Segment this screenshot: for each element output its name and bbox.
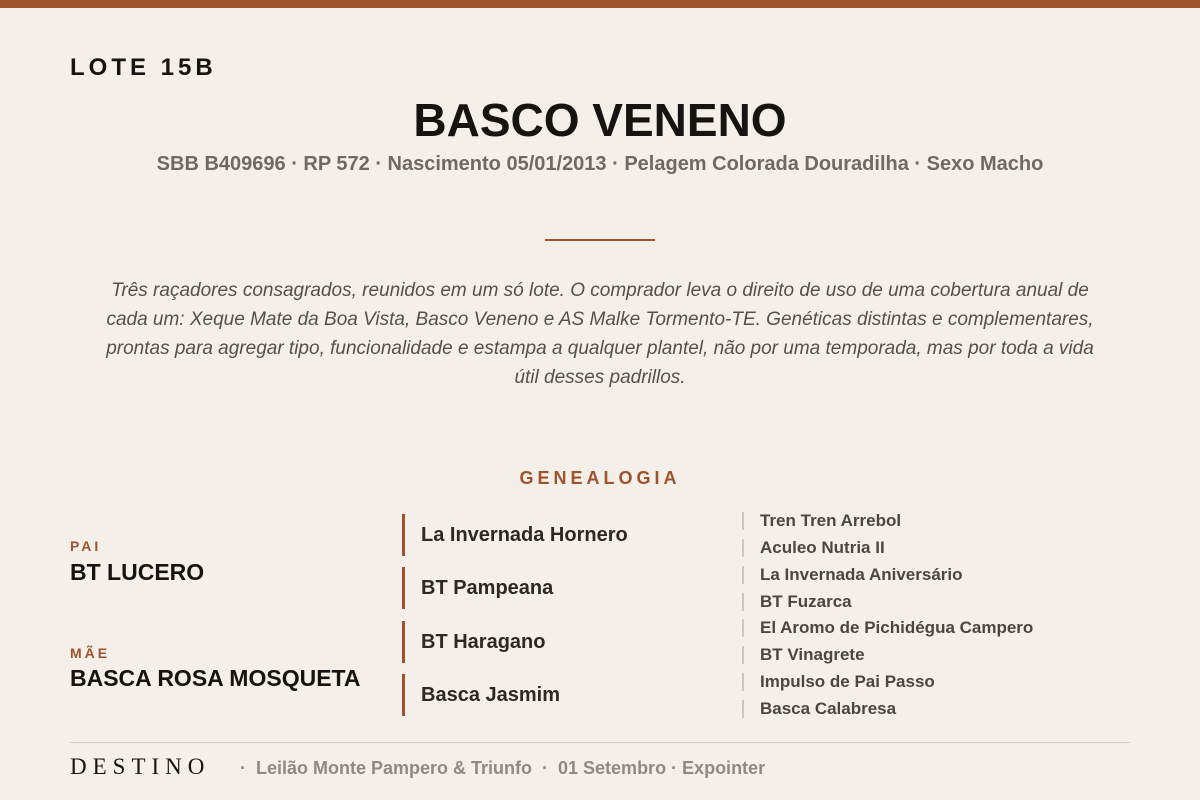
great-grandparent-item: Impulso de Pai Passo <box>742 673 935 691</box>
great-grandparent-item: BT Fuzarca <box>742 593 852 611</box>
auction-info: · Leilão Monte Pampero & Triunfo · 01 Setembro · Expointer <box>240 758 766 778</box>
mother-name: BASCA ROSA MOSQUETA <box>70 665 361 691</box>
top-accent-bar <box>0 0 1200 8</box>
lot-number: LOTE 15B <box>70 54 217 81</box>
great-grandparent-item: El Aromo de Pichidégua Campero <box>742 619 1033 637</box>
grandparent-item: BT Haragano <box>402 621 545 663</box>
great-grandparent-item: BT Vinagrete <box>742 646 865 664</box>
grandparent-item: La Invernada Hornero <box>402 514 628 556</box>
great-grandparent-item: Tren Tren Arrebol <box>742 512 901 530</box>
brand-logo: DESTINO <box>70 754 211 779</box>
father-label: PAI <box>70 538 102 554</box>
title-divider <box>545 239 655 241</box>
grandparent-item: Basca Jasmim <box>402 674 560 716</box>
great-grandparent-item: Basca Calabresa <box>742 700 896 718</box>
page-title: BASCO VENENO <box>413 94 787 146</box>
great-grandparent-item: La Invernada Aniversário <box>742 566 963 584</box>
lot-description: Três raçadores consagrados, reunidos em um só lote. O comprador leva o direito de uso de uma cobertura anual de cada um: Xeque Mate da Boa Vista, Basco Veneno e AS Malke Tormento-TE. Genéticas distintas e complementares, prontas para agregar tipo, funcionalidade e estampa a qualquer plantel, não por uma temporada, mas por toda a vida útil desses padrillos. <box>106 280 1094 388</box>
animal-registry-info: SBB B409696 · RP 572 · Nascimento 05/01/2013 · Pelagem Colorada Douradilha · Sexo Macho <box>156 153 1044 175</box>
mother-label: MÃE <box>70 645 111 661</box>
grandparent-item: BT Pampeana <box>402 567 553 609</box>
great-grandparent-item: Aculeo Nutria II <box>742 539 885 557</box>
footer-divider <box>70 742 1130 743</box>
father-name: BT LUCERO <box>70 559 205 585</box>
genealogy-heading: GENEALOGIA <box>519 468 681 488</box>
